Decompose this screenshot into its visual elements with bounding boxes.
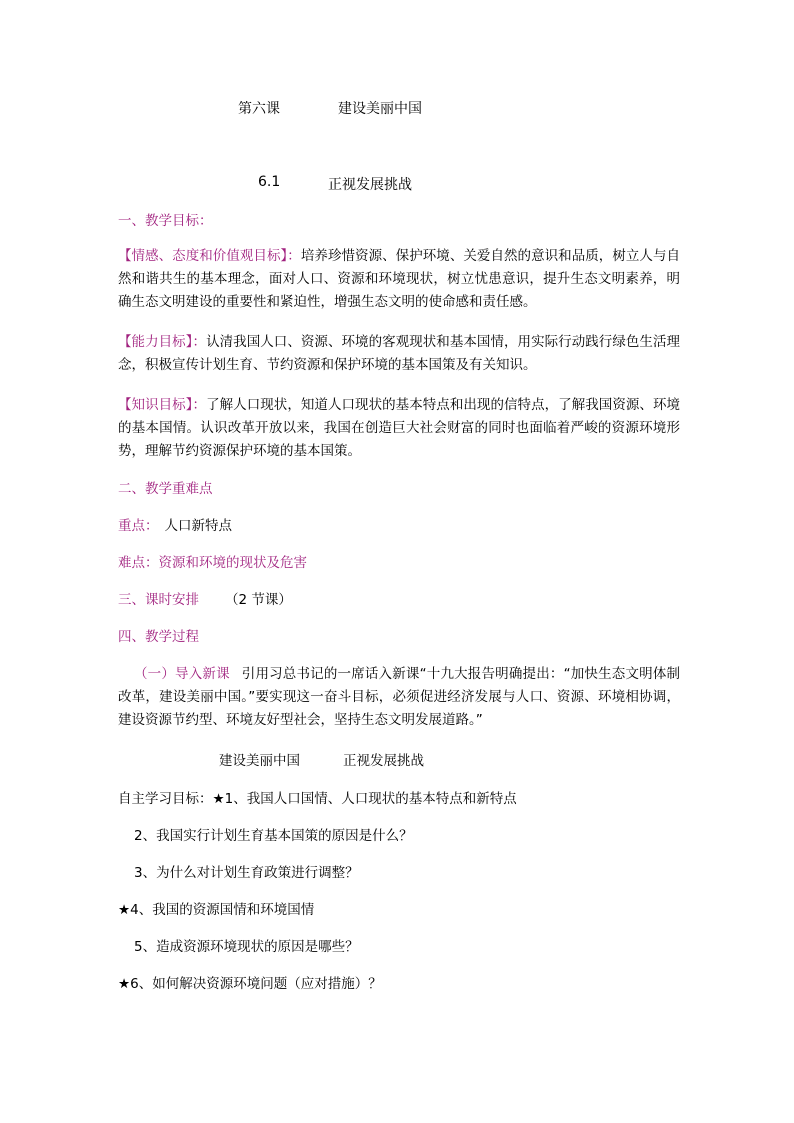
goals-heading: 一、教学目标： [118, 213, 213, 229]
board-title-1: 建设美丽中国 [219, 753, 300, 769]
intro-paragraph [118, 663, 680, 732]
study-item: 3、为什么对计划生育政策进行调整？ [134, 865, 359, 881]
lesson-number: 第六课 [238, 101, 280, 117]
emotion-goal-text: 培养珍惜资源、保护环境、关爱自然的意识和品质，树立人与自然和谐共生的基本理念，面对人口、资源和环境现状，树立忧患意识，提升生态文明素养，明确生态文明建设的重要性和紧迫性，增强生态文明的使命感和责任感。 [118, 248, 681, 310]
knowledge-goal-label: 【知识目标】： [118, 397, 207, 413]
ability-goal-label: 【能力目标】： [118, 334, 207, 350]
board-title-2: 正视发展挑战 [343, 753, 424, 769]
ability-goal-text: 认清我国人口、资源、环境的客观现状和基本国情，用实际行动践行绿色生活理念，积极宣传计划生育、节约资源和保护环境的基本国策及有关知识。 [118, 334, 681, 373]
study-item: 5、造成资源环境现状的原因是哪些？ [134, 939, 359, 955]
study-item: ★4、我国的资源国情和环境国情 [118, 902, 315, 918]
emotion-goal-paragraph [118, 245, 680, 314]
focus-text: 人口新特点 [164, 518, 232, 534]
difficulty-line: 难点：资源和环境的现状及危害 [118, 555, 307, 571]
schedule-line [118, 590, 292, 610]
study-item: ★1、我国人口国情、人口现状的基本特点和新特点 [212, 791, 517, 807]
process-heading: 四、教学过程 [118, 629, 199, 645]
self-study-line [118, 789, 517, 809]
focus-label: 重点： [118, 518, 159, 534]
focus-line [118, 516, 232, 536]
self-study-label: 自主学习目标： [118, 791, 213, 807]
section-number: 6.1 [258, 174, 281, 190]
key-points-heading: 二、教学重难点 [118, 481, 213, 497]
schedule-heading: 三、课时安排 [118, 592, 199, 608]
section-title: 正视发展挑战 [328, 177, 412, 193]
intro-label: （一）导入新课 [134, 666, 230, 682]
knowledge-goal-paragraph [118, 394, 680, 463]
intro-text: 引用习总书记的一席话入新课“十九大报告明确提出：“加快生态文明体制改革，建设美丽中国。”要实现这一奋斗目标，必须促进经济发展与人口、资源、环境相协调，建设资源节约型、环境友好型社会，坚持生态文明发展道路。” [118, 666, 680, 728]
study-item: 2、我国实行计划生育基本国策的原因是什么？ [134, 828, 413, 844]
lesson-title: 建设美丽中国 [338, 101, 422, 117]
emotion-goal-label: 【情感、态度和价值观目标】： [118, 248, 301, 264]
knowledge-goal-text: 了解人口现状，知道人口现状的基本特点和出现的信特点，了解我国资源、环境的基本国情。认识改革开放以来，我国在创造巨大社会财富的同时也面临着严峻的资源环境形势，理解节约资源保护环境的基本国策。 [118, 397, 681, 459]
study-item: ★6、如何解决资源环境问题（应对措施）？ [118, 976, 382, 992]
ability-goal-paragraph [118, 331, 680, 377]
schedule-note: （2 节课） [225, 592, 292, 608]
